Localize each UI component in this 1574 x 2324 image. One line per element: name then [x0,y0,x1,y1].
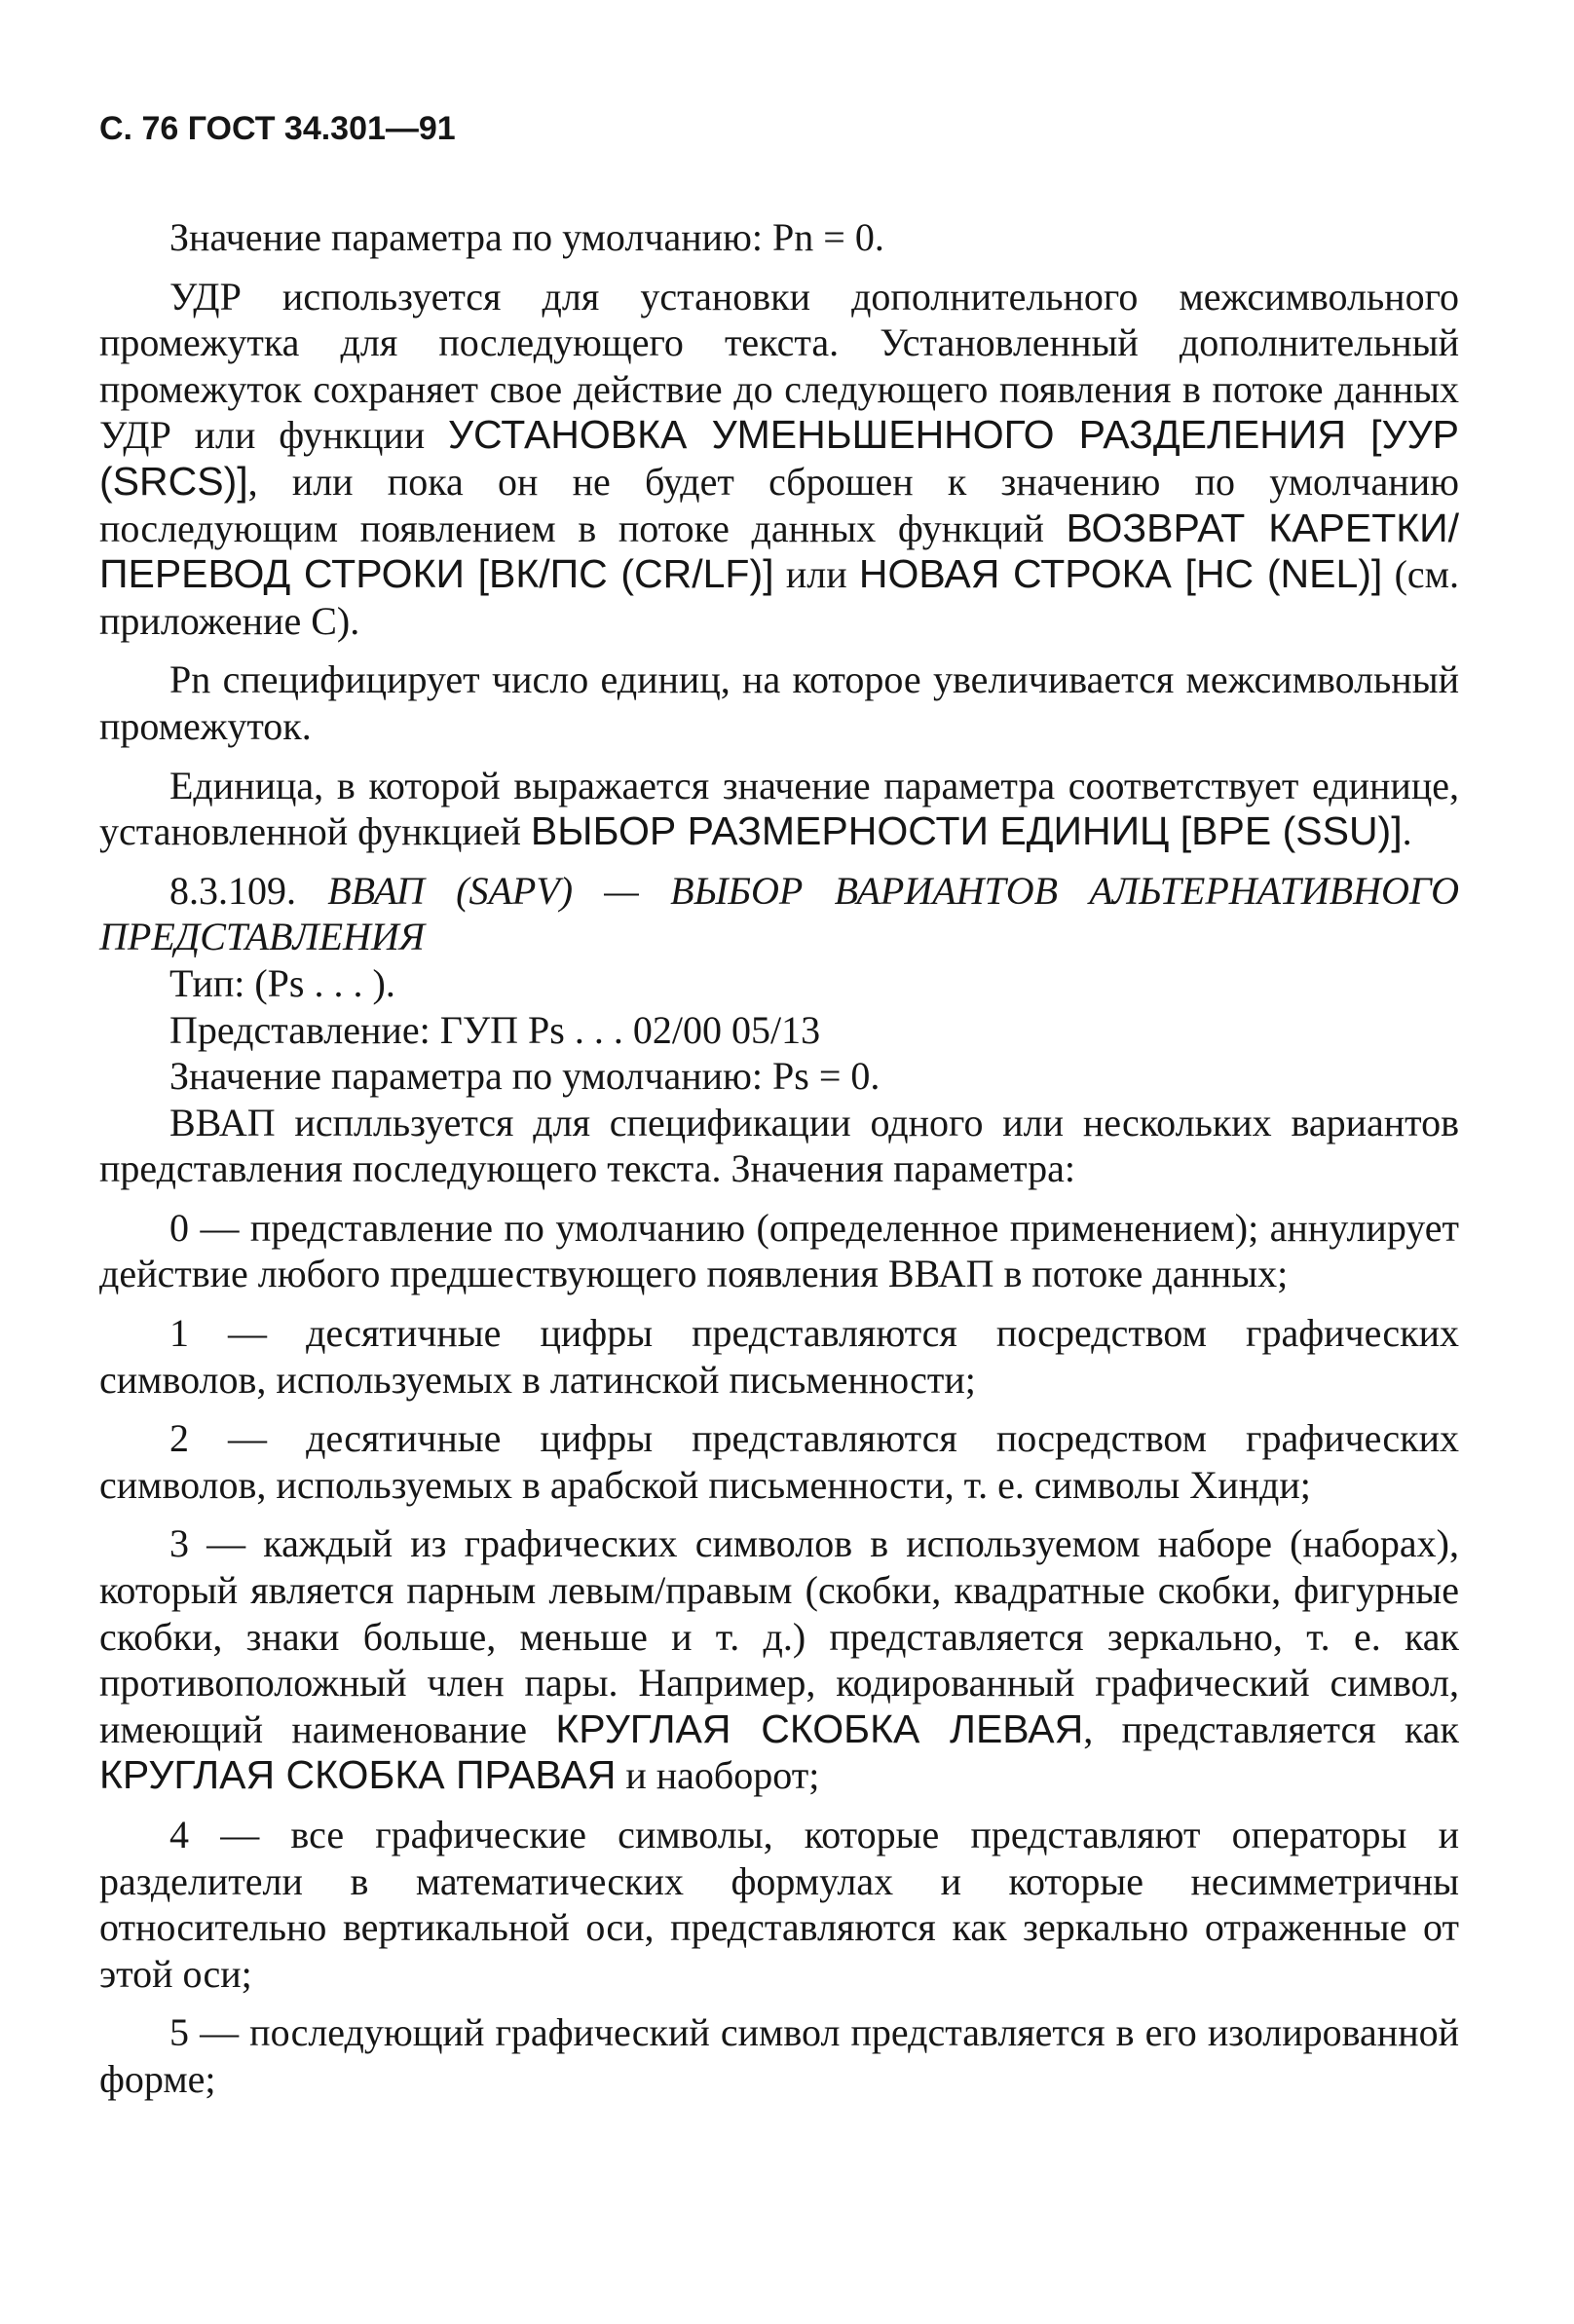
section-default: Значение параметра по умолчанию: Ps = 0. [169,1054,881,1099]
section-intro: ВВАП исплльзуется для спецификации одного или нескольких вариантов представления последующего текста. Значения параметра: [99,1100,1459,1191]
function-name: КРУГЛАЯ СКОБКА ЛЕВАЯ [555,1706,1084,1751]
paragraph-pn-units: Pn специфицирует число единиц, на которое увеличивается межсимвольный промежуток. [99,657,1459,748]
section-heading [99,868,1459,960]
value-item: 5 — последующий графический символ представляется в его изолированной форме; [99,2010,1459,2101]
section-type: Тип: (Ps . . . ). [169,960,395,1005]
function-name: ВОЗВРАТ КАРЕТКИ/ПЕРЕВОД СТРОКИ [ВК/ПС (CR/LF)] [99,505,1459,597]
paragraph-udr [99,274,1459,645]
value-item: 0 — представление по умолчанию (определенное применением); аннулирует действие любого предшествующего появления ВВАП в потоке данных; [99,1205,1459,1296]
paragraph-text: УДР используется для установки дополнительного межсимвольного промежутка для последующего текста. Установленный дополнительный промежуток сохраняет свое действие до следующего появления в потоке данных УДР или функции [99,274,1459,458]
section-number: 8.3.109. [169,868,296,913]
value-item: 2 — десятичные цифры представляются посредством графических символов, используемых в арабской письменности, т. е. символы Хинди; [99,1416,1459,1507]
section-representation: Представление: ГУП Ps . . . 02/00 05/13 [169,1007,821,1052]
paragraph-text: . [1402,809,1412,854]
value-text: и наоборот; [616,1753,820,1798]
running-head: С. 76 ГОСТ 34.301—91 [99,110,456,147]
value-text: 3 — каждый из графических символов в используемом наборе (наборах), который является парным левым/правым (скобки, квадратные скобки, фигурные скобки, знаки больше, меньше и т. д.) представляется зеркально, т. е. как противоположный член пары. Например, кодированный графический символ, имеющий наименование [99,1521,1459,1751]
value-item: 1 — десятичные цифры представляются посредством графических символов, используемых в латинской письменности; [99,1311,1459,1402]
function-name: КРУГЛАЯ СКОБКА ПРАВАЯ [99,1752,617,1798]
value-text: , представляется как [1083,1706,1459,1751]
paragraph-text: (см. приложение С). [99,552,1459,643]
function-name: УСТАНОВКА УМЕНЬШЕННОГО РАЗДЕЛЕНИЯ [УУР (SRCS)] [99,412,1459,504]
value-item [99,1520,1459,1799]
paragraph-text: Единица, в которой выражается значение параметра соответствует единице, установленной функцией [99,763,1459,854]
function-name: НОВАЯ СТРОКА [НС (NEL)] [858,551,1383,597]
paragraph-unit [99,763,1459,855]
paragraph-text: , или пока он не будет сброшен к значению по умолчанию последующим появлением в потоке данных функций [99,459,1459,550]
paragraph-text: или [773,552,859,597]
paragraph-default-pn: Значение параметра по умолчанию: Pn = 0. [169,215,884,259]
function-name: ВЫБОР РАЗМЕРНОСТИ ЕДИНИЦ [ВРЕ (SSU)] [530,808,1403,854]
section-title: ВВАП (SAPV) — ВЫБОР ВАРИАНТОВ АЛЬТЕРНАТИВНОГО ПРЕДСТАВЛЕНИЯ [99,868,1459,959]
value-item: 4 — все графические символы, которые представляют операторы и разделители в математических формулах и которые несимметричны относительно вертикальной оси, представляются как зеркально отраженные от этой оси; [99,1813,1459,1996]
